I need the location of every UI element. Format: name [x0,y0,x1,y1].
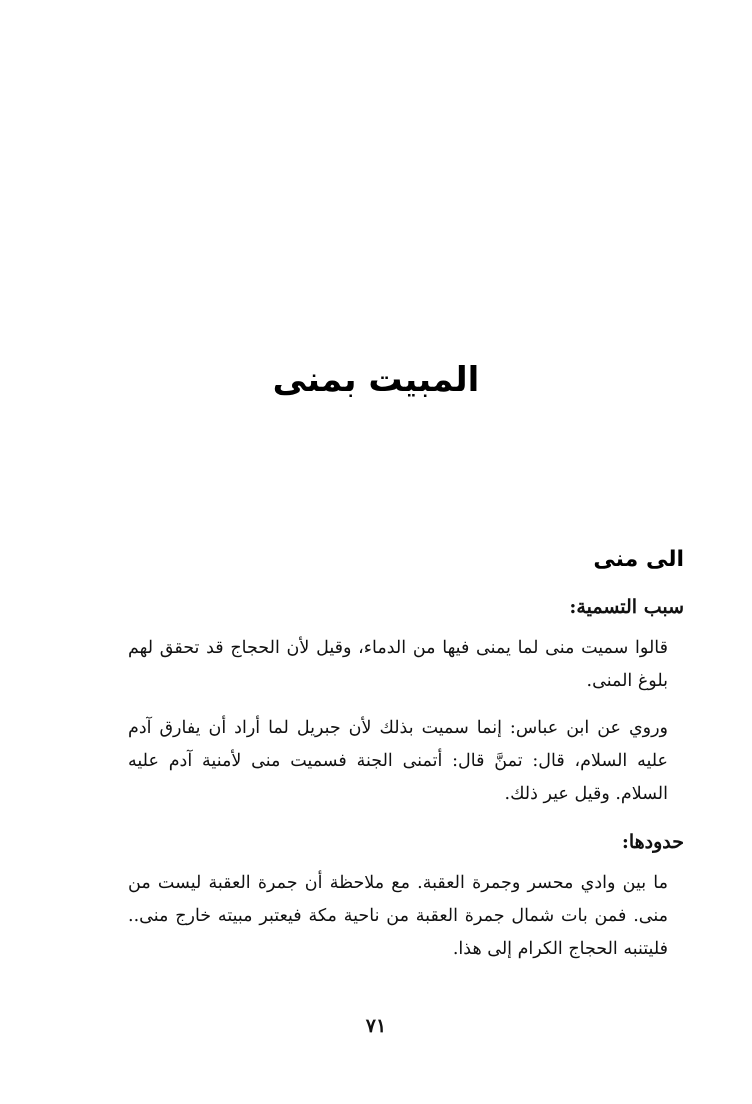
section-heading: الى منى [593,547,684,572]
naming-heading: سبب التسمية: [569,596,684,618]
chapter-title: المبيت بمنى [272,360,480,400]
page-number: ٧١ [365,1015,387,1037]
borders-heading: حدودها: [621,831,684,853]
naming-paragraph-1: قالوا سميت منى لما يمنى فيها من الدماء، وقيل لأن الحجاج قد تحقق لهم بلوغ المنى. [128,638,668,691]
borders-paragraph: ما بين وادي محسر وجمرة العقبة. مع ملاحظة أن جمرة العقبة ليست من منى. فمن بات شمال جمرة العقبة من ناحية مكة فيعتبر مبيته خارج منى.. فليتنبه الحجاج الكرام إلى هذا. [128,873,668,959]
naming-paragraph-2: وروي عن ابن عباس: إنما سميت بذلك لأن جبريل لما أراد أن يفارق آدم عليه السلام، قال: تمنَّ قال: أتمنى الجنة فسميت منى لأمنية آدم عليه السلام. وقيل عير ذلك. [128,718,668,804]
page-content [128,540,684,980]
